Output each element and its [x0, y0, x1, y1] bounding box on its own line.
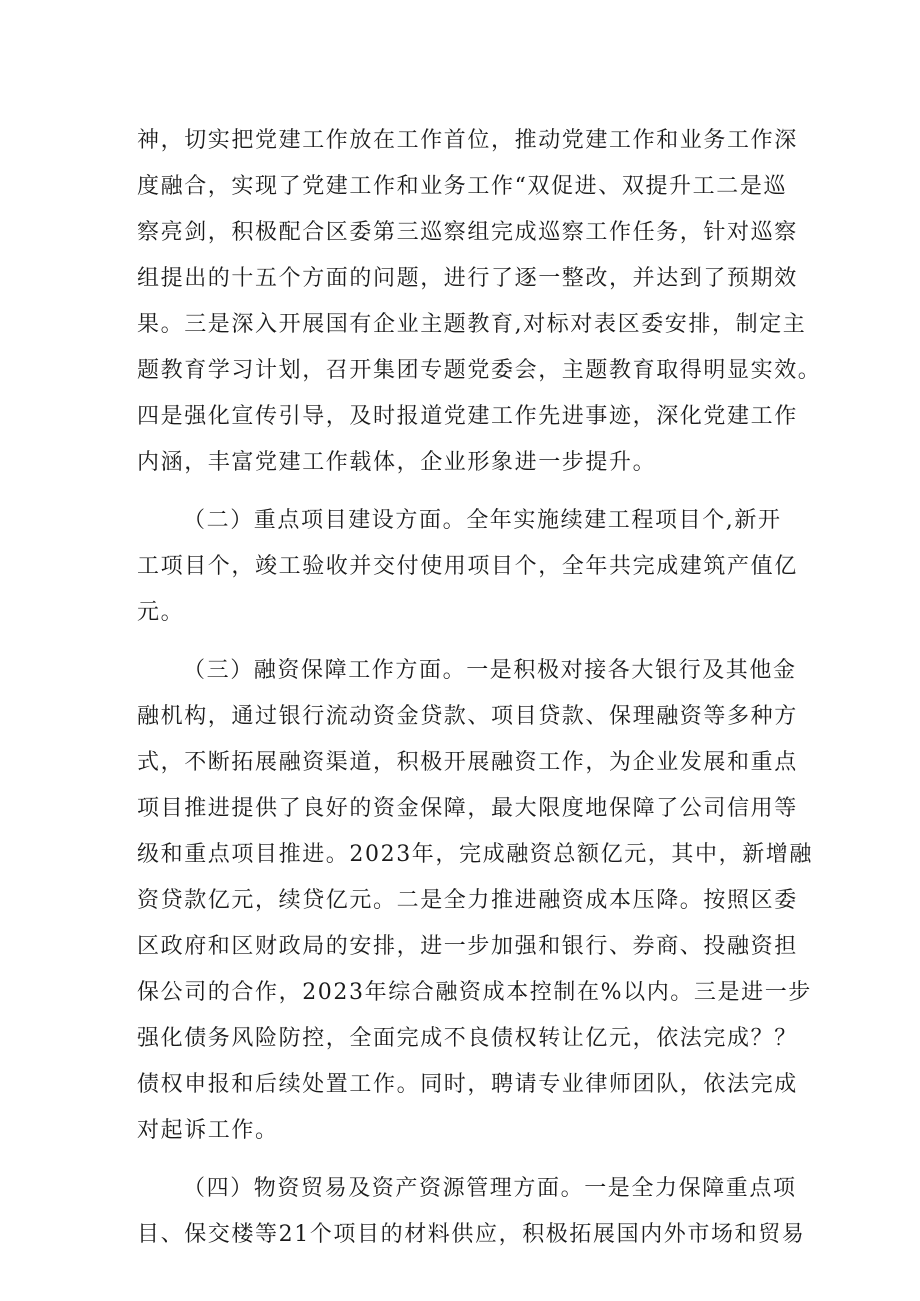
text-line: 内涵，丰富党建工作载体，企业形象进一步提升。: [137, 450, 657, 475]
text-line: 对起诉工作。: [137, 1118, 279, 1143]
paragraph-heading-line: （四）物资贸易及资产资源管理方面。一是全力保障重点项: [183, 1176, 797, 1201]
text-line: 强化债务风险防控，全面完成不良债权转让亿元，依法完成？？: [137, 1026, 798, 1051]
text-line: 目、保交楼等21个项目的材料供应，积极拓展国内外市场和贸易: [137, 1222, 806, 1247]
text-line: 察亮剑，积极配合区委第三巡察组完成巡察工作任务，针对巡察: [137, 220, 798, 245]
text-line: 四是强化宣传引导，及时报道党建工作先进事迹，深化党建工作: [137, 404, 798, 429]
text-line: 区政府和区财政局的安排，进一步加强和银行、券商、投融资担: [137, 934, 798, 959]
text-line: 组提出的十五个方面的问题，进行了逐一整改，并达到了预期效: [137, 266, 798, 291]
text-line: 工项目个，竣工验收并交付使用项目个，全年共完成建筑产值亿: [137, 554, 798, 579]
text-line: 元。: [137, 600, 185, 625]
text-line: 题教育学习计划，召开集团专题党委会，主题教育取得明显实效。: [137, 358, 822, 383]
text-line: 级和重点项目推进。2023年，完成融资总额亿元，其中，新增融: [137, 842, 813, 867]
text-line: 式，不断拓展融资渠道，积极开展融资工作，为企业发展和重点: [137, 750, 798, 775]
text-line: 度融合，实现了党建工作和业务工作“双促进、双提升工二是巡: [137, 174, 788, 199]
text-line: 融机构，通过银行流动资金贷款、项目贷款、保理融资等多种方: [137, 704, 798, 729]
text-line: 资贷款亿元，续贷亿元。二是全力推进融资成本压降。按照区委: [137, 888, 798, 913]
text-line: 债权申报和后续处置工作。同时，聘请专业律师团队，依法完成: [137, 1072, 798, 1097]
document-body: [137, 118, 822, 1258]
text-line: 项目推进提供了良好的资金保障，最大限度地保障了公司信用等: [137, 796, 798, 821]
paragraph-heading-line: （二）重点项目建设方面。全年实施续建工程项目个,新开: [183, 508, 782, 533]
text-line: 神，切实把党建工作放在工作首位，推动党建工作和业务工作深: [137, 128, 798, 153]
text-line: 果。三是深入开展国有企业主题教育,对标对表区委安排，制定主: [137, 312, 807, 337]
paragraph-heading-line: （三）融资保障工作方面。一是积极对接各大银行及其他金: [183, 658, 797, 683]
text-line: 保公司的合作，2023年综合融资成本控制在%以内。三是进一步: [137, 980, 812, 1005]
